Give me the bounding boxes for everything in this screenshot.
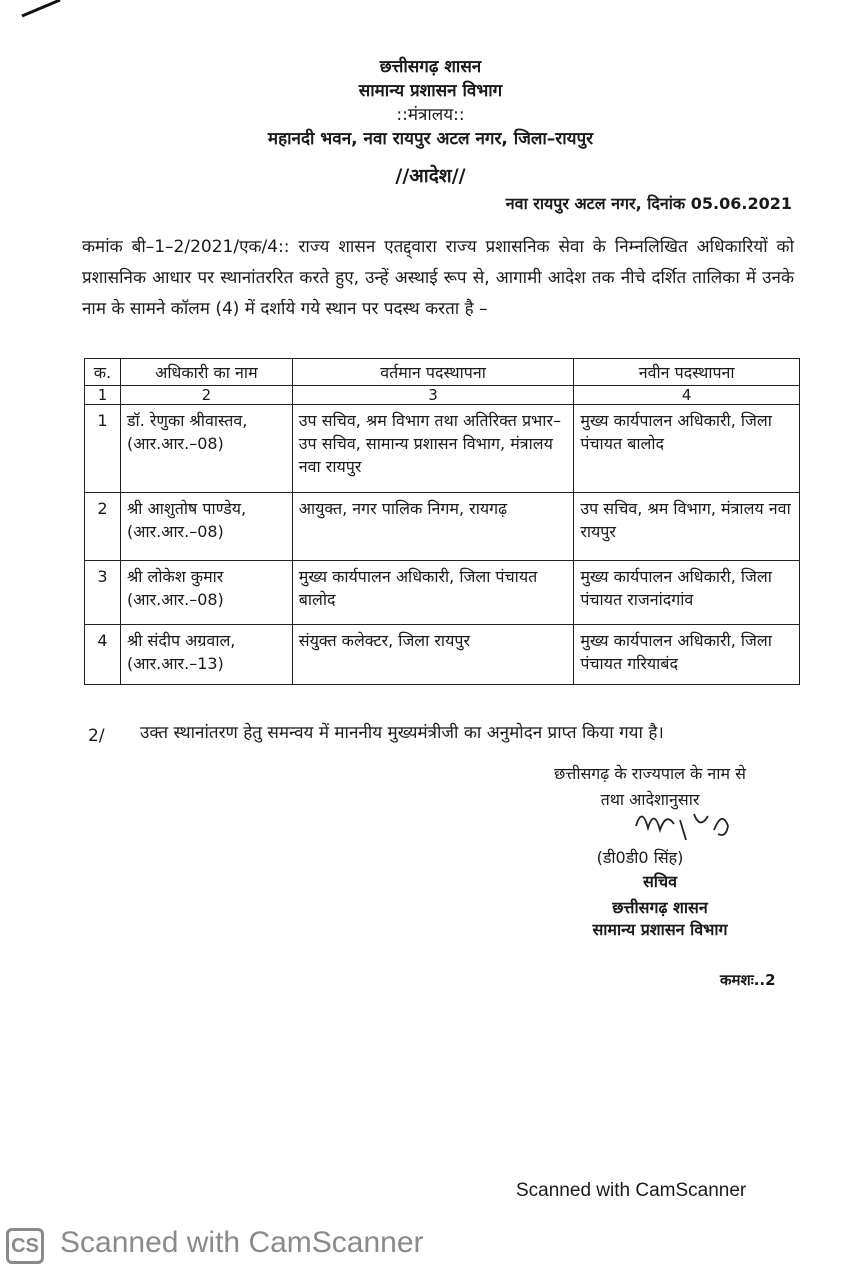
handwritten-signature [630,800,740,850]
row-new-posting: मुख्य कार्यपालन अधिकारी, जिला पंचायत बालोद [574,405,800,493]
row-sn: 2 [85,493,121,561]
order-title: //आदेश// [395,165,466,187]
officer-name: श्री लोकेश कुमार [126,567,224,586]
col-number: 3 [292,386,574,405]
row-sn: 1 [85,405,121,493]
row-current-posting: संयुक्त कलेक्टर, जिला रायपुर [292,625,574,685]
order-paragraph: कमांक बी–1–2/2021/एक/4:: राज्य शासन एतद्द्वारा राज्य प्रशासनिक सेवा के निम्नलिखित अधिकारियों को प्रशासनिक आधार पर स्थानांतररित करते हुए, उन्हें अस्थाई रूप से, आगामी आदेश तक नीचे दर्शित तालिका में उनके नाम के सामने कॉलम (4) में दर्शाये गये स्थान पर पदस्थ करता है – [82,237,794,319]
officer-name: श्री संदीप अग्रवाल, [126,631,236,650]
officer-batch: (आर.आर.–13) [126,654,224,673]
row-name-cell [120,625,292,685]
header-line-1: छत्तीसगढ़ शासन [379,57,482,77]
header-line-3: ::मंत्रालय:: [396,105,465,125]
col-header-new: नवीन पदस्थापना [574,359,800,386]
table-row [85,493,800,561]
corner-mark [20,0,70,20]
col-header-name: अधिकारी का नाम [120,359,292,386]
officer-batch: (आर.आर.–08) [126,522,224,541]
para2-number: 2/ [88,726,105,746]
col-header-sn: क. [85,359,121,386]
watermark-footer [0,1222,861,1272]
row-new-posting: मुख्य कार्यपालन अधिकारी, जिला पंचायत राजनांदगांव [574,561,800,625]
para2-text: उक्त स्थानांतरण हेतु समन्वय में माननीय मुख्यमंत्रीजी का अनुमोदन प्राप्त किया गया है। [140,723,664,743]
row-name-cell [120,405,292,493]
signatory-govt: छत्तीसगढ़ शासन [612,898,708,917]
signatory-name: (डी0डी0 सिंह) [596,848,684,867]
signature-line-1: छत्तीसगढ़ के राज्यपाल के नाम से [554,764,746,783]
table-row [85,561,800,625]
signatory-dept: सामान्य प्रशासन विभाग [592,920,728,939]
officer-name: डॉ. रेणुका श्रीवास्तव, [126,411,248,430]
col-number: 2 [120,386,292,405]
col-number: 4 [574,386,800,405]
header-line-4: महानदी भवन, नवा रायपुर अटल नगर, जिला–रायपुर [267,129,594,149]
continued-marker: कमशः..2 [720,971,776,989]
row-name-cell [120,561,292,625]
row-current-posting: आयुक्त, नगर पालिक निगम, रायगढ़ [292,493,574,561]
signature-line-2: तथा आदेशानुसार [600,790,700,809]
row-current-posting: मुख्य कार्यपालन अधिकारी, जिला पंचायत बालोद [292,561,574,625]
row-sn: 4 [85,625,121,685]
signatory-designation: सचिव [642,872,678,891]
row-current-posting: उप सचिव, श्रम विभाग तथा अतिरिक्त प्रभार–उप सचिव, सामान्य प्रशासन विभाग, मंत्रालय नवा रायपुर [292,405,574,493]
officer-batch: (आर.आर.–08) [126,434,224,453]
camscanner-logo: CS [6,1228,44,1264]
officer-name: श्री आशुतोष पाण्डेय, [126,499,247,518]
header-line-2: सामान्य प्रशासन विभाग [358,81,503,101]
row-new-posting: मुख्य कार्यपालन अधिकारी, जिला पंचायत गरियाबंद [574,625,800,685]
table-header-row [85,359,800,386]
posting-table [84,358,800,685]
table-number-row [85,386,800,405]
officer-batch: (आर.आर.–08) [126,590,224,609]
row-sn: 3 [85,561,121,625]
watermark-text: Scanned with CamScanner [60,1226,424,1259]
scanned-caption: Scanned with CamScanner [516,1180,747,1201]
row-new-posting: उप सचिव, श्रम विभाग, मंत्रालय नवा रायपुर [574,493,800,561]
table-row [85,405,800,493]
col-header-current: वर्तमान पदस्थापना [292,359,574,386]
date-line: नवा रायपुर अटल नगर, दिनांक 05.06.2021 [505,194,792,213]
row-name-cell [120,493,292,561]
table-row [85,625,800,685]
col-number: 1 [85,386,121,405]
